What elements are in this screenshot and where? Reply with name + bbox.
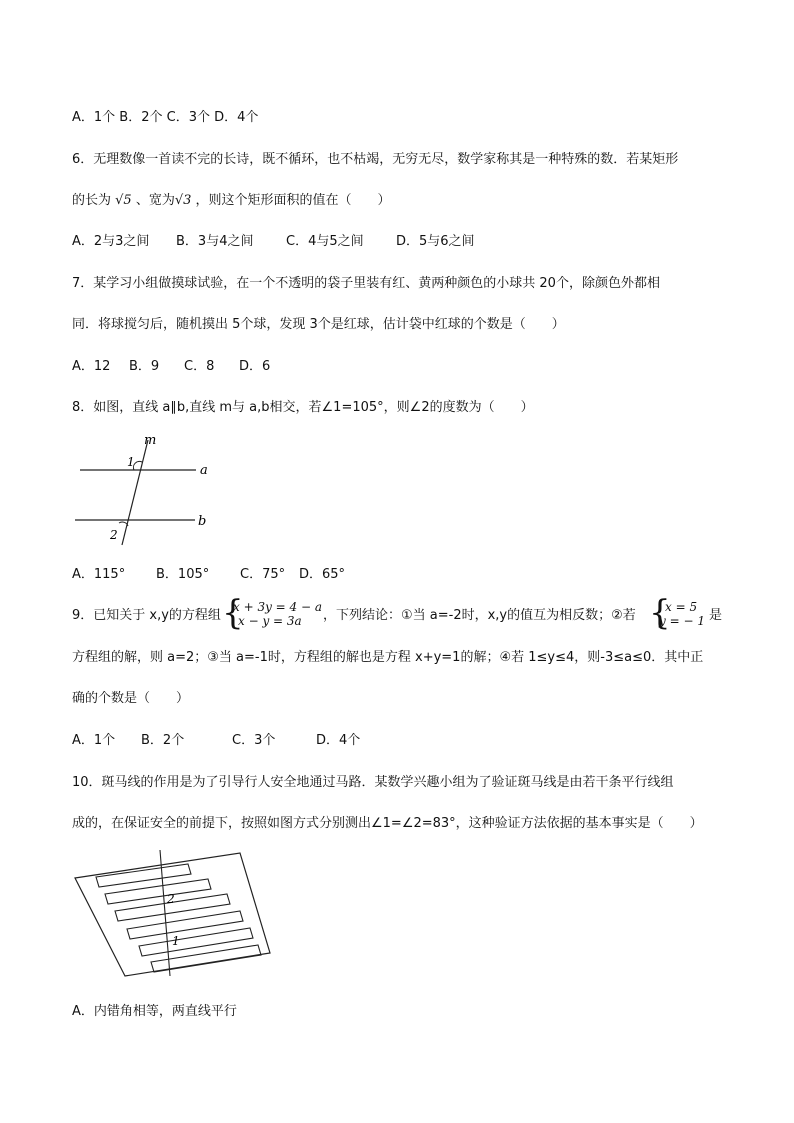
q9-stem-text-c: 是 [709,608,723,623]
q5-options: A．1个 B．2个 C．3个 D．4个 [72,110,259,125]
q10-stem-line2: 成的，在保证安全的前提下，按照如图方式分别测出∠1=∠2=83°，这种验证方法依据的基本事实是（ ） [72,816,703,831]
q6-sqrt3: √3 [174,193,192,208]
q8-option-d: D．65° [299,567,346,582]
q10-crosswalk-figure [70,848,280,983]
q8-figure [70,430,230,555]
q8-stem: 8．如图，直线 a∥b,直线 m与 a,b相交，若∠1=105°，则∠2的度数为（ ） [72,400,534,415]
q9-stem-line3: 确的个数是（ ） [72,691,190,706]
q9-system-eq1: x + 3y = 4 − a [233,600,323,614]
q7-stem-line2: 同．将球搅匀后，随机摸出 5个球，发现 3个是红球，估计袋中红球的个数是（ ） [72,317,565,332]
q9-system-brace: { [222,593,244,633]
q9-option-a: A．1个 [72,733,116,748]
crosswalk-stripe [139,928,253,956]
q6-stem-text-b: 、宽为 [131,193,175,208]
q7-option-a: A．12 [72,359,111,374]
q6-option-b: B．3与4之间 [176,234,254,249]
q6-stem-text-a: 的长为 [72,193,116,208]
q7-option-d: D．6 [239,359,271,374]
q6-sqrt5: √5 [115,193,132,208]
label-angle-1: 1 [172,934,180,948]
q6-stem-text-c: ，则这个矩形面积的值在（ ） [191,193,391,208]
label-m: m [144,433,157,448]
q9-option-d: D．4个 [316,733,361,748]
crosswalk-stripe [127,911,243,939]
q7-option-c: C．8 [184,359,215,374]
q6-stem-line1: 6．无理数像一首读不完的长诗，既不循环，也不枯竭，无穷无尽，数学家称其是一种特殊的数．若某矩形 [72,152,679,167]
q6-option-a: A．2与3之间 [72,234,150,249]
label-b: b [198,514,207,529]
q9-solution-x: x = 5 [665,600,698,614]
label-angle-2: 2 [110,528,118,542]
q8-option-b: B．105° [156,567,210,582]
q6-option-c: C．4与5之间 [286,234,364,249]
q9-solution-y: y = − 1 [659,614,705,628]
q9-stem-text-b: ，下列结论：①当 a=-2时，x,y的值互为相反数；②若 [323,608,636,623]
q10-stem-line1: 10．斑马线的作用是为了引导行人安全地通过马路．某数学兴趣小组为了验证斑马线是由若干条平行线组 [72,775,674,790]
q9-stem-line2: 方程组的解，则 a=2；③当 a=-1时，方程组的解也是方程 x+y=1的解；④若 1≤y≤4，则-3≤a≤0．其中正 [72,650,704,665]
label-angle-2: 2 [167,892,175,906]
q8-option-a: A．115° [72,567,126,582]
q8-option-c: C．75° [240,567,286,582]
q7-stem-line1: 7．某学习小组做摸球试验，在一个不透明的袋子里装有红、黄两种颜色的小球共 20个，除颜色外都相 [72,276,660,291]
crosswalk-stripe [105,879,211,904]
q10-option-a: A．内错角相等，两直线平行 [72,1004,237,1019]
q9-stem-text-a: 9．已知关于 x,y的方程组 [72,608,221,623]
q9-solution-brace: { [649,593,671,633]
line-m [122,440,148,545]
q6-option-d: D．5与6之间 [396,234,475,249]
label-a: a [200,463,208,478]
q9-option-c: C．3个 [232,733,276,748]
q9-system-eq2: x − y = 3a [238,614,302,628]
q9-option-b: B．2个 [141,733,185,748]
q6-stem-line2 [72,192,391,210]
label-angle-1: 1 [127,455,135,469]
q7-option-b: B．9 [129,359,160,374]
